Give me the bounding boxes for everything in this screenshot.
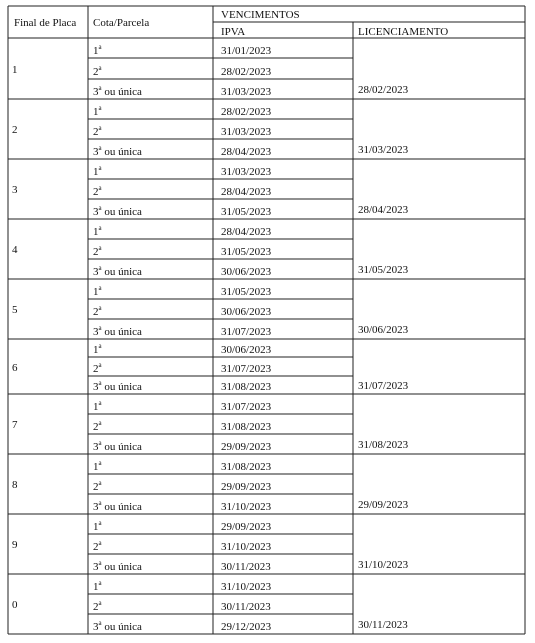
cota-ordinal: a: [98, 64, 102, 72]
cota-ordinal: a: [98, 244, 102, 252]
ipva-date: 31/05/2023: [221, 246, 272, 258]
cota-label: [93, 124, 103, 138]
cota-number: 3: [93, 326, 99, 338]
cota-number: 3: [93, 266, 99, 278]
final-placa-value: 1: [12, 64, 18, 76]
cota-number: 2: [93, 306, 99, 318]
cota-label: [93, 164, 103, 178]
cota-label: [93, 64, 103, 78]
cota-number: 3: [93, 146, 99, 158]
cota-suffix: ou única: [101, 86, 142, 98]
ipva-date: 28/02/2023: [221, 106, 272, 118]
cota-number: 1: [93, 581, 99, 593]
cota-ordinal: a: [98, 184, 102, 192]
cota-label: [93, 419, 103, 433]
cota-ordinal: a: [98, 559, 102, 567]
cota-ordinal: a: [98, 419, 102, 427]
ipva-date: 31/03/2023: [221, 86, 272, 98]
ipva-date: 31/05/2023: [221, 206, 272, 218]
cota-ordinal: a: [98, 361, 102, 369]
ipva-date: 30/06/2023: [221, 266, 272, 278]
cota-label: [93, 519, 103, 533]
cota-ordinal: a: [98, 539, 102, 547]
cota-number: 3: [93, 206, 99, 218]
cota-number: 1: [93, 344, 99, 356]
cota-ordinal: a: [98, 519, 102, 527]
ipva-date: 31/07/2023: [221, 363, 272, 375]
cota-number: 2: [93, 541, 99, 553]
cota-suffix: ou única: [101, 621, 142, 633]
cota-label: [93, 224, 103, 238]
final-placa-value: 7: [12, 419, 18, 431]
licenciamento-date: 31/08/2023: [358, 439, 409, 451]
cota-number: 1: [93, 106, 99, 118]
ipva-date: 31/08/2023: [221, 421, 272, 433]
cota-suffix: ou única: [101, 441, 142, 453]
cota-ordinal: a: [98, 499, 102, 507]
final-placa-value: 4: [12, 244, 18, 256]
ipva-date: 31/08/2023: [221, 381, 272, 393]
cota-number: 2: [93, 363, 99, 375]
cota-ordinal: a: [98, 399, 102, 407]
cota-label: [93, 499, 142, 513]
cota-label: [93, 399, 103, 413]
cota-number: 1: [93, 286, 99, 298]
cota-ordinal: a: [98, 204, 102, 212]
header-final-de-placa: Final de Placa: [14, 17, 77, 29]
cota-number: 3: [93, 621, 99, 633]
cota-suffix: ou única: [101, 501, 142, 513]
cota-number: 3: [93, 86, 99, 98]
cota-label: [93, 43, 103, 57]
ipva-date: 31/05/2023: [221, 286, 272, 298]
cota-label: [93, 184, 103, 198]
cota-number: 1: [93, 401, 99, 413]
cota-label: [93, 599, 103, 613]
cota-number: 3: [93, 381, 99, 393]
cota-ordinal: a: [98, 579, 102, 587]
cota-number: 2: [93, 481, 99, 493]
header-vencimentos: VENCIMENTOS: [221, 9, 300, 21]
ipva-date: 31/01/2023: [221, 45, 272, 57]
cota-number: 2: [93, 186, 99, 198]
cota-label: [93, 264, 142, 278]
cota-ordinal: a: [98, 619, 102, 627]
cota-label: [93, 619, 142, 633]
licenciamento-date: 30/06/2023: [358, 324, 409, 336]
cota-ordinal: a: [98, 84, 102, 92]
cota-number: 1: [93, 45, 99, 57]
cota-ordinal: a: [98, 104, 102, 112]
cota-ordinal: a: [98, 479, 102, 487]
cota-label: [93, 284, 103, 298]
header-licenciamento: LICENCIAMENTO: [358, 26, 449, 38]
cota-label: [93, 304, 103, 318]
cota-suffix: ou única: [101, 381, 142, 393]
ipva-date: 30/11/2023: [221, 601, 271, 613]
cota-number: 1: [93, 226, 99, 238]
licenciamento-date: 31/05/2023: [358, 264, 409, 276]
ipva-date: 31/07/2023: [221, 326, 272, 338]
cota-label: [93, 84, 142, 98]
final-placa-value: 0: [12, 599, 18, 611]
cota-label: [93, 479, 103, 493]
cota-ordinal: a: [98, 124, 102, 132]
header-ipva: IPVA: [221, 26, 246, 38]
cota-label: [93, 361, 103, 375]
cota-suffix: ou única: [101, 146, 142, 158]
cota-number: 2: [93, 601, 99, 613]
cota-label: [93, 459, 103, 473]
licenciamento-date: 31/03/2023: [358, 144, 409, 156]
ipva-date: 31/10/2023: [221, 501, 272, 513]
ipva-date: 29/09/2023: [221, 441, 272, 453]
cota-number: 3: [93, 441, 99, 453]
cota-number: 2: [93, 66, 99, 78]
cota-label: [93, 379, 142, 393]
final-placa-value: 9: [12, 539, 18, 551]
cota-ordinal: a: [98, 379, 102, 387]
ipva-date: 29/12/2023: [221, 621, 272, 633]
ipva-date: 28/02/2023: [221, 66, 272, 78]
cota-number: 3: [93, 561, 99, 573]
final-placa-value: 8: [12, 479, 18, 491]
ipva-date: 31/03/2023: [221, 166, 272, 178]
cota-ordinal: a: [98, 264, 102, 272]
cota-number: 2: [93, 246, 99, 258]
ipva-date: 31/08/2023: [221, 461, 272, 473]
cota-number: 1: [93, 461, 99, 473]
licenciamento-date: 30/11/2023: [358, 619, 408, 631]
cota-suffix: ou única: [101, 266, 142, 278]
cota-ordinal: a: [98, 224, 102, 232]
cota-label: [93, 244, 103, 258]
cota-label: [93, 559, 142, 573]
cota-label: [93, 342, 103, 356]
ipva-date: 29/09/2023: [221, 521, 272, 533]
final-placa-value: 3: [12, 184, 18, 196]
cota-number: 2: [93, 421, 99, 433]
ipva-date: 31/10/2023: [221, 541, 272, 553]
licenciamento-date: 31/10/2023: [358, 559, 409, 571]
cota-label: [93, 144, 142, 158]
cota-number: 1: [93, 521, 99, 533]
cota-ordinal: a: [98, 342, 102, 350]
cota-ordinal: a: [98, 324, 102, 332]
cota-label: [93, 439, 142, 453]
licenciamento-date: 31/07/2023: [358, 380, 409, 392]
ipva-date: 31/10/2023: [221, 581, 272, 593]
licenciamento-date: 29/09/2023: [358, 499, 409, 511]
cota-ordinal: a: [98, 284, 102, 292]
cota-ordinal: a: [98, 43, 102, 51]
ipva-date: 31/07/2023: [221, 401, 272, 413]
cota-label: [93, 539, 103, 553]
cota-label: [93, 579, 103, 593]
final-placa-value: 6: [12, 362, 18, 374]
cota-ordinal: a: [98, 439, 102, 447]
header-cota-parcela: Cota/Parcela: [93, 17, 150, 29]
cota-ordinal: a: [98, 599, 102, 607]
ipva-date: 30/06/2023: [221, 306, 272, 318]
cota-suffix: ou única: [101, 326, 142, 338]
cota-suffix: ou única: [101, 206, 142, 218]
ipva-date: 28/04/2023: [221, 146, 272, 158]
cota-label: [93, 204, 142, 218]
ipva-date: 29/09/2023: [221, 481, 272, 493]
cota-ordinal: a: [98, 144, 102, 152]
licenciamento-date: 28/04/2023: [358, 204, 409, 216]
cota-suffix: ou única: [101, 561, 142, 573]
cota-number: 1: [93, 166, 99, 178]
cota-ordinal: a: [98, 164, 102, 172]
ipva-date: 28/04/2023: [221, 186, 272, 198]
cota-ordinal: a: [98, 304, 102, 312]
cota-ordinal: a: [98, 459, 102, 467]
licenciamento-date: 28/02/2023: [358, 84, 409, 96]
cota-number: 3: [93, 501, 99, 513]
ipva-date: 31/03/2023: [221, 126, 272, 138]
final-placa-value: 2: [12, 124, 18, 136]
cota-label: [93, 104, 103, 118]
cota-label: [93, 324, 142, 338]
final-placa-value: 5: [12, 304, 18, 316]
cota-number: 2: [93, 126, 99, 138]
ipva-date: 30/11/2023: [221, 561, 271, 573]
ipva-date: 28/04/2023: [221, 226, 272, 238]
ipva-date: 30/06/2023: [221, 344, 272, 356]
